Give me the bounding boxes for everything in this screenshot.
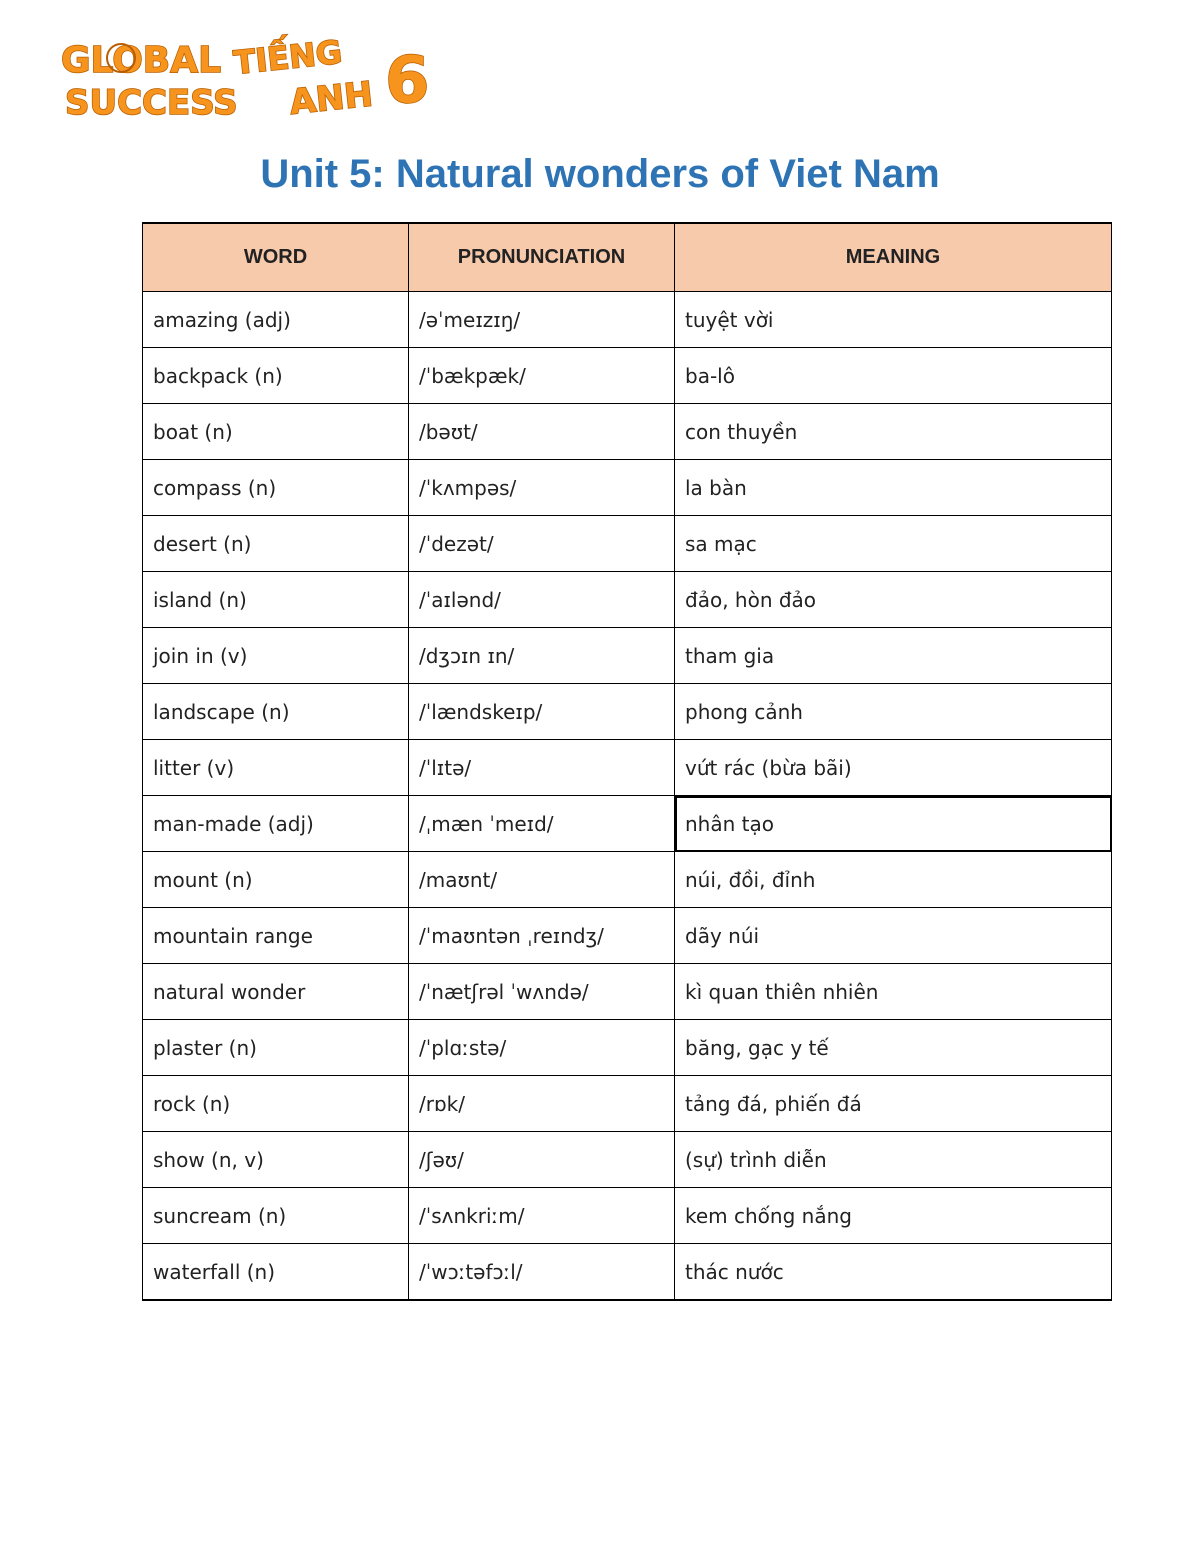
vocabulary-table	[142, 222, 1112, 1301]
cell-word: island (n)	[143, 572, 409, 628]
cell-pronunciation: /əˈmeɪzɪŋ/	[409, 292, 675, 348]
table-row	[143, 404, 1112, 460]
cell-meaning: kì quan thiên nhiên	[675, 964, 1112, 1020]
cell-word: desert (n)	[143, 516, 409, 572]
table-row	[143, 1188, 1112, 1244]
table-row	[143, 1132, 1112, 1188]
table-row	[143, 1244, 1112, 1301]
cell-word: show (n, v)	[143, 1132, 409, 1188]
cell-pronunciation: /ˈlændskeɪp/	[409, 684, 675, 740]
cell-meaning: dãy núi	[675, 908, 1112, 964]
table-row	[143, 852, 1112, 908]
cell-meaning: núi, đồi, đỉnh	[675, 852, 1112, 908]
cell-word: plaster (n)	[143, 1020, 409, 1076]
cell-word: mountain range	[143, 908, 409, 964]
cell-word: join in (v)	[143, 628, 409, 684]
cell-pronunciation: /ˈlɪtə/	[409, 740, 675, 796]
cell-meaning: phong cảnh	[675, 684, 1112, 740]
cell-pronunciation: /ʃəʊ/	[409, 1132, 675, 1188]
cell-meaning: thác nước	[675, 1244, 1112, 1301]
cell-word: amazing (adj)	[143, 292, 409, 348]
cell-meaning: la bàn	[675, 460, 1112, 516]
logo-brand-line2: SUCCESS	[65, 83, 238, 123]
cell-meaning: vứt rác (bừa bãi)	[675, 740, 1112, 796]
logo-graphic	[55, 22, 455, 132]
cell-meaning: tuyệt vời	[675, 292, 1112, 348]
cell-pronunciation: /ˈaɪlənd/	[409, 572, 675, 628]
column-header-meaning: MEANING	[675, 223, 1112, 292]
table-row	[143, 1020, 1112, 1076]
cell-pronunciation: /ˈwɔːtəfɔːl/	[409, 1244, 675, 1301]
cell-pronunciation: /rɒk/	[409, 1076, 675, 1132]
table-row	[143, 1076, 1112, 1132]
logo-series-line2: ANH	[287, 74, 375, 123]
cell-pronunciation: /ˈbækpæk/	[409, 348, 675, 404]
cell-pronunciation: /ˈplɑːstə/	[409, 1020, 675, 1076]
cell-meaning: tảng đá, phiến đá	[675, 1076, 1112, 1132]
cell-meaning: con thuyền	[675, 404, 1112, 460]
column-header-pronunciation: PRONUNCIATION	[409, 223, 675, 292]
table-row	[143, 572, 1112, 628]
cell-meaning: tham gia	[675, 628, 1112, 684]
logo-series-grade: 6	[385, 44, 430, 118]
cell-word: backpack (n)	[143, 348, 409, 404]
cell-meaning: nhân tạo	[675, 796, 1112, 852]
table-row	[143, 908, 1112, 964]
table-header-row	[143, 223, 1112, 292]
cell-meaning: băng, gạc y tế	[675, 1020, 1112, 1076]
cell-meaning: kem chống nắng	[675, 1188, 1112, 1244]
table-row	[143, 740, 1112, 796]
publisher-logo	[55, 22, 455, 132]
table-row	[143, 348, 1112, 404]
column-header-word: WORD	[143, 223, 409, 292]
cell-word: man-made (adj)	[143, 796, 409, 852]
table-row	[143, 964, 1112, 1020]
cell-pronunciation: /bəʊt/	[409, 404, 675, 460]
cell-pronunciation: /ˈnætʃrəl ˈwʌndə/	[409, 964, 675, 1020]
cell-word: rock (n)	[143, 1076, 409, 1132]
cell-word: compass (n)	[143, 460, 409, 516]
table-row	[143, 460, 1112, 516]
cell-word: natural wonder	[143, 964, 409, 1020]
logo-series-line1: TIẾNG	[231, 32, 344, 82]
cell-meaning: ba-lô	[675, 348, 1112, 404]
cell-word: suncream (n)	[143, 1188, 409, 1244]
cell-word: mount (n)	[143, 852, 409, 908]
cell-pronunciation: /ˈsʌnkriːm/	[409, 1188, 675, 1244]
cell-pronunciation: /ˈmaʊntən ˌreɪndʒ/	[409, 908, 675, 964]
cell-meaning: (sự) trình diễn	[675, 1132, 1112, 1188]
page-title: Unit 5: Natural wonders of Viet Nam	[260, 152, 940, 196]
table-row	[143, 516, 1112, 572]
cell-word: boat (n)	[143, 404, 409, 460]
cell-pronunciation: /ˈkʌmpəs/	[409, 460, 675, 516]
cell-pronunciation: /ˌmæn ˈmeɪd/	[409, 796, 675, 852]
table-row	[143, 628, 1112, 684]
cell-word: waterfall (n)	[143, 1244, 409, 1301]
cell-meaning: sa mạc	[675, 516, 1112, 572]
table-row	[143, 684, 1112, 740]
cell-meaning: đảo, hòn đảo	[675, 572, 1112, 628]
cell-pronunciation: /dʒɔɪn ɪn/	[409, 628, 675, 684]
cell-pronunciation: /maʊnt/	[409, 852, 675, 908]
cell-word: litter (v)	[143, 740, 409, 796]
logo-brand-line1: GLOBAL	[61, 40, 222, 81]
table-row	[143, 796, 1112, 852]
cell-pronunciation: /ˈdezət/	[409, 516, 675, 572]
cell-word: landscape (n)	[143, 684, 409, 740]
table-row	[143, 292, 1112, 348]
